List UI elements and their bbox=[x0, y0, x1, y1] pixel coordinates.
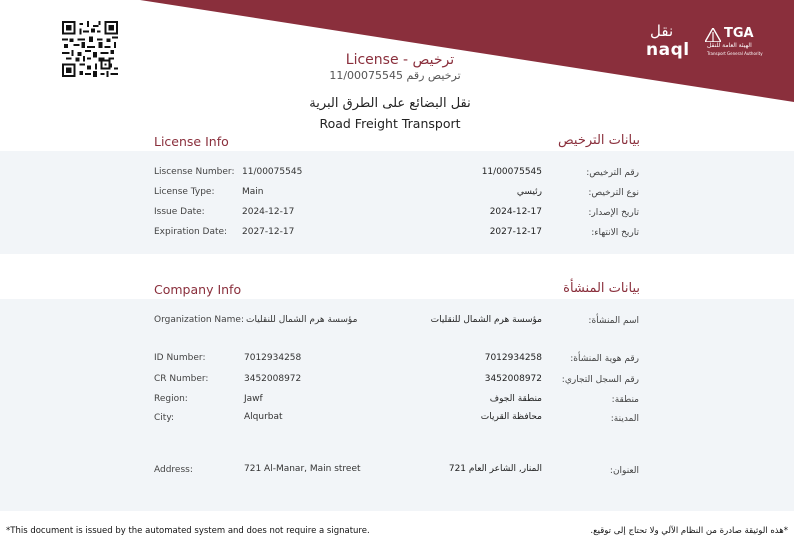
id-number-value: 7012934258 bbox=[244, 353, 302, 363]
issue-date-label-arabic: تاريخ الإصدار: bbox=[588, 208, 639, 218]
id-number-label-arabic: رقم هوية المنشأة: bbox=[570, 354, 639, 364]
license-info-band bbox=[0, 151, 794, 254]
cr-number-value-arabic: 3452008972 bbox=[484, 374, 542, 384]
license-number-label: Liscense Number: bbox=[154, 167, 235, 177]
company-info-title-arabic: بيانات المنشأة bbox=[563, 281, 640, 296]
naql-logo-text: naql bbox=[646, 40, 690, 60]
cr-number-value: 3452008972 bbox=[244, 374, 302, 384]
document-title: License - ترخيص bbox=[345, 52, 455, 68]
tga-logo-text: TGA bbox=[724, 26, 754, 41]
address-label-arabic: العنوان: bbox=[609, 466, 639, 476]
id-number-label: ID Number: bbox=[154, 353, 206, 363]
city-label-arabic: المدينة: bbox=[610, 414, 639, 424]
tga-logo bbox=[705, 26, 765, 60]
city-value: Alqurbat bbox=[244, 412, 283, 422]
company-info-title: Company Info bbox=[154, 282, 242, 297]
license-type-value: Main bbox=[242, 187, 264, 197]
footer-note-arabic: *هذه الوثيقة صادرة من النظام الآلي ولا تحتاج إلى توقيع. bbox=[590, 526, 788, 536]
organization-name-label: Organization Name: bbox=[154, 315, 244, 325]
address-value: 721 Al-Manar, Main street bbox=[244, 464, 361, 474]
license-type-value-arabic: رئيسي bbox=[516, 187, 542, 197]
expiration-date-label: Expiration Date: bbox=[154, 227, 228, 237]
license-number-value-arabic: 11/00075545 bbox=[481, 167, 542, 177]
qr-code-icon bbox=[62, 20, 118, 78]
tga-logo-arabic: الهيئة العامة للنقل bbox=[707, 42, 752, 49]
organization-name-value: مؤسسة هرم الشمال للنقليات bbox=[246, 315, 358, 325]
issue-date-label: Issue Date: bbox=[154, 207, 205, 217]
region-label: Region: bbox=[154, 394, 188, 404]
cr-number-label-arabic: رقم السجل التجاري: bbox=[561, 375, 639, 385]
subtitle-english: Road Freight Transport bbox=[319, 116, 461, 131]
id-number-value-arabic: 7012934258 bbox=[484, 353, 542, 363]
naql-logo-arabic: نقل bbox=[650, 22, 674, 40]
expiration-date-value: 2027-12-17 bbox=[242, 227, 295, 237]
license-info-title-arabic: بيانات الترخيص bbox=[557, 133, 640, 148]
city-value-arabic: محافظة القريات bbox=[480, 412, 542, 422]
naql-logo bbox=[646, 22, 696, 60]
license-type-label-arabic: نوع الترخيص: bbox=[588, 188, 639, 198]
expiration-date-label-arabic: تاريخ الانتهاء: bbox=[591, 228, 639, 238]
issue-date-value: 2024-12-17 bbox=[242, 207, 295, 217]
address-value-arabic: 721 المنار, الشاعر العام bbox=[448, 464, 542, 474]
organization-name-label-arabic: اسم المنشأة: bbox=[588, 316, 639, 326]
license-number-label-arabic: رقم الترخيص: bbox=[586, 168, 639, 178]
license-number-value: 11/00075545 bbox=[242, 167, 303, 177]
region-value: Jawf bbox=[244, 394, 263, 404]
cr-number-label: CR Number: bbox=[154, 374, 209, 384]
address-label: Address: bbox=[154, 465, 193, 475]
organization-name-value-arabic: مؤسسة هرم الشمال للنقليات bbox=[430, 315, 542, 325]
footer-note: *This document is issued by the automated system and does not require a signature. bbox=[6, 526, 370, 536]
city-label: City: bbox=[154, 413, 175, 423]
tga-logo-english: Transport General Authority bbox=[707, 51, 763, 56]
subtitle-arabic: نقل البضائع على الطرق البرية bbox=[309, 96, 471, 111]
company-info-band bbox=[0, 299, 794, 511]
issue-date-value-arabic: 2024-12-17 bbox=[489, 207, 542, 217]
license-type-label: License Type: bbox=[154, 187, 215, 197]
expiration-date-value-arabic: 2027-12-17 bbox=[489, 227, 542, 237]
region-label-arabic: منطقة: bbox=[611, 395, 639, 405]
license-info-title: License Info bbox=[154, 134, 229, 149]
region-value-arabic: منطقة الجوف bbox=[489, 394, 542, 404]
tga-emblem-icon bbox=[705, 28, 721, 42]
license-number-line: 11/00075545 ترخيص رقم bbox=[329, 69, 461, 82]
